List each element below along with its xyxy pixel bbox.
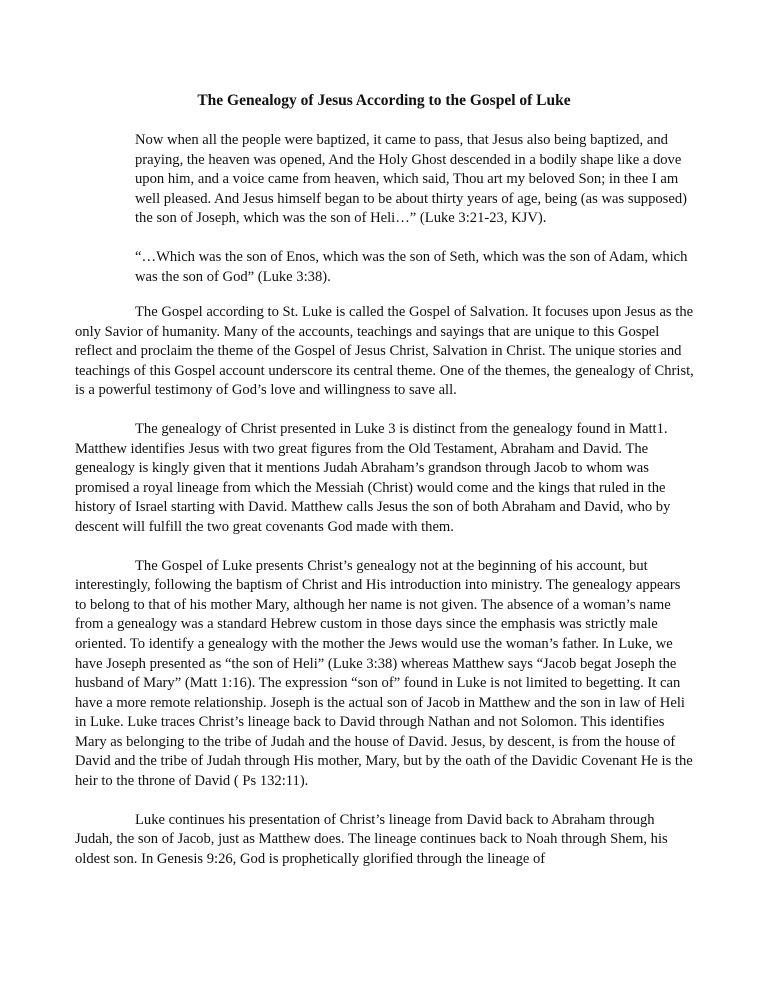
paragraph-lineage-continues: Luke continues his presentation of Christ’s lineage from David back to Abraham through Judah, the son of Jacob, just as Matthew does. The lineage continues back to Noah through Shem, his oldest son. In Genesis 9:26, God is prophetically glorified through the lineage of [75,811,668,867]
document-title: The Genealogy of Jesus According to the Gospel of Luke [197,92,571,109]
body-text [75,303,695,888]
paragraph-gospel-of-salvation: The Gospel according to St. Luke is called the Gospel of Salvation. It focuses upon Jesus as the only Savior of humanity. Many of the accounts, teachings and sayings that are unique to this Gospel reflect and proclaim the theme of the Gospel of Jesus Christ, Salvation in Christ. The unique stories and teachings of this Gospel account underscore its central theme. One of the themes, the genealogy of Christ, is a powerful testimony of God’s love and willingness to save all. [75,304,694,399]
block-quote-luke-3-38: “…Which was the son of Enos, which was the son of Seth, which was the son of Adam, which was the son of God” (Luke 3:38). [135,249,688,285]
paragraph-luke-genealogy: The Gospel of Luke presents Christ’s genealogy not at the beginning of his account, but interestingly, following the baptism of Christ and His introduction into ministry. The genealogy appears to belong to that of his mother Mary, although her name is not given. The absence of a woman’s name from a genealogy was a standard Hebrew custom in those days since the emphasis was strictly male oriented. To identify a genealogy with the mother the Jews would use the woman’s father. In Luke, we have Joseph presented as “the son of Heli” (Luke 3:38) whereas Matthew says “Jacob begat Joseph the husband of Mary” (Matt 1:16). The expression “son of” found in Luke is not limited to begetting. It can have a more remote relationship. Joseph is the actual son of Jacob in Matthew and the son in law of Heli in Luke. Luke traces Christ’s lineage back to David through Nathan and not Solomon. This identifies Mary as belonging to the tribe of Judah and the house of David. Jesus, by descent, is from the house of David and the tribe of Judah through His mother, Mary, but by the oath of the Davidic Covenant He is the heir to the throne of David ( Ps 132:11). [75,557,693,790]
paragraph-matthew-genealogy: The genealogy of Christ presented in Luke 3 is distinct from the genealogy found in Matt1. Matthew identifies Jesus with two great figures from the Old Testament, Abraham and David. The genealogy is kingly given that it mentions Judah Abraham’s grandson through Jacob to whom was promised a royal lineage from which the Messiah (Christ) would come and the kings that ruled in the history of Israel starting with David. Matthew calls Jesus the son of both Abraham and David, who by descent will fulfill the two great covenants God made with them. [75,420,671,535]
block-quote-luke-3-21: Now when all the people were baptized, it came to pass, that Jesus also being baptized, and praying, the heaven was opened, And the Holy Ghost descended in a bodily shape like a dove upon him, and a voice came from heaven, which said, Thou art my beloved Son; in thee I am well pleased. And Jesus himself began to be about thirty years of age, being (as was supposed) the son of Joseph, which was the son of Heli…” (Luke 3:21-23, KJV). [135,132,687,226]
